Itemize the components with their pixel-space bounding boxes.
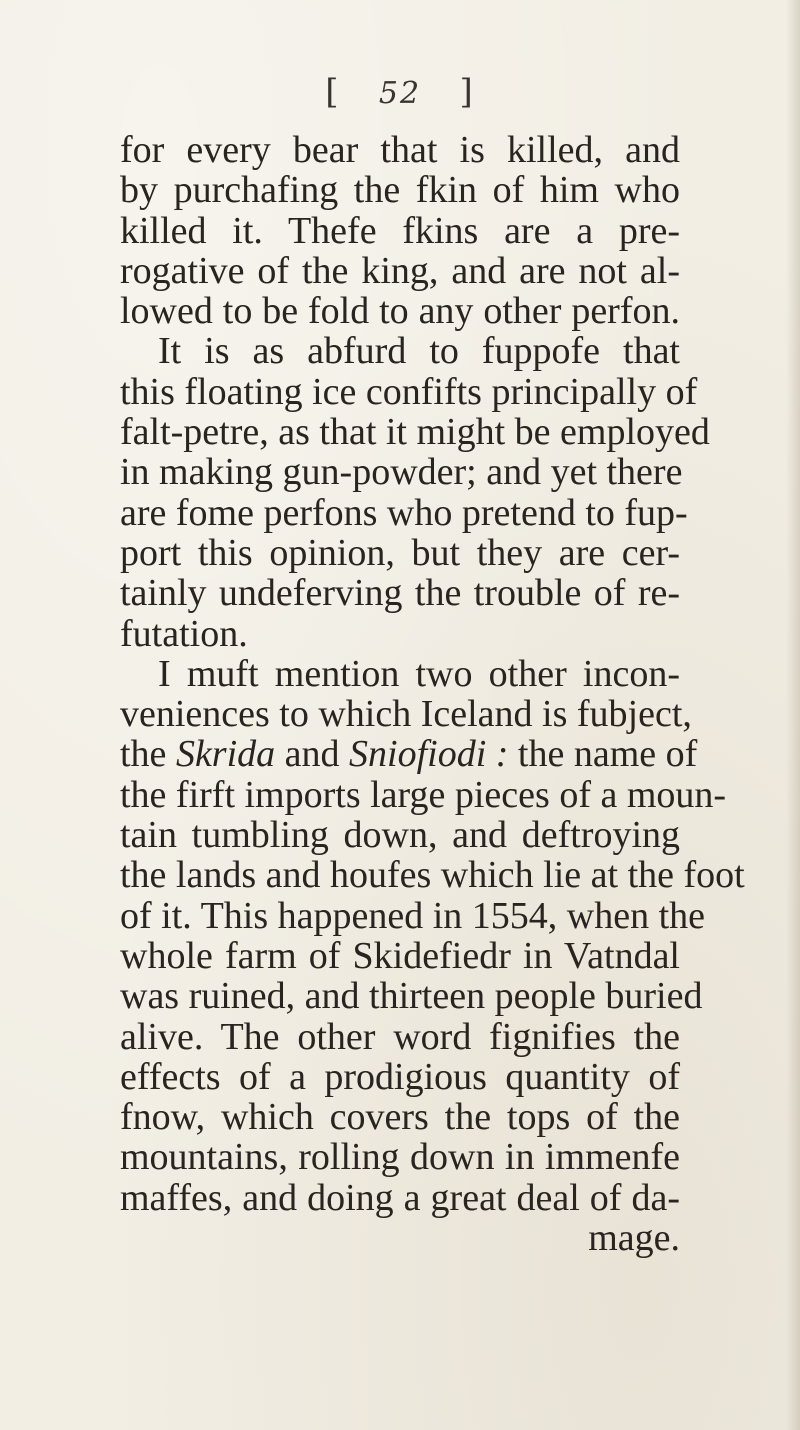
text-line: was ruined, and thirteen people buried bbox=[120, 975, 703, 1018]
text-line: fnow, which covers the tops of the bbox=[120, 1096, 680, 1139]
text-run: the bbox=[120, 733, 176, 776]
text-line: in making gun-powder; and yet there bbox=[120, 451, 683, 494]
text-line: the firft imports large pieces of a moun- bbox=[120, 773, 727, 816]
italic-term-sniofiodi: Sniofiodi : bbox=[349, 733, 509, 776]
text-line: port this opinion, but they are cer- bbox=[120, 531, 680, 574]
text-line: tain tumbling down, and deftroying bbox=[120, 814, 680, 857]
text-line: mountains, rolling down in immenfe bbox=[120, 1136, 680, 1179]
page-number-value: 52 bbox=[378, 76, 422, 111]
text-line: killed it. Thefe fkins are a pre- bbox=[120, 209, 680, 252]
text-line: for every bear that is killed, and bbox=[120, 129, 680, 171]
text-line: veniences to which Iceland is fubject, bbox=[120, 693, 692, 736]
text-run: and bbox=[275, 733, 350, 776]
text-line: maffes, and doing a great deal of da- bbox=[120, 1176, 680, 1219]
text-line: the lands and houfes which lie at the foot bbox=[120, 854, 745, 897]
text-line: whole farm of Skidefiedr in Vatndal bbox=[120, 934, 680, 977]
paragraph-start-line: It is as abfurd to fuppofe that bbox=[158, 330, 680, 373]
text-line-with-italics bbox=[120, 733, 698, 776]
text-line: rogative of the king, and are not al- bbox=[120, 249, 680, 292]
page-number-close-bracket: ] bbox=[459, 72, 475, 112]
text-line: futation. bbox=[120, 612, 248, 655]
paragraph-start-line: I muft mention two other incon- bbox=[158, 652, 680, 695]
page-number-open-bracket: [ bbox=[325, 72, 341, 112]
text-line: tainly undeferving the trouble of re- bbox=[120, 572, 680, 615]
page-edge-shadow bbox=[786, 0, 800, 1430]
body-text bbox=[120, 129, 745, 1260]
text-line: this floating ice confifts principally of bbox=[120, 370, 698, 413]
text-run: the name of bbox=[508, 733, 698, 776]
text-line: are fome perfons who pretend to fup- bbox=[120, 491, 688, 534]
text-line: lowed to be fold to any other perfon. bbox=[120, 290, 680, 333]
text-line: by purchafing the fkin of him who bbox=[120, 169, 680, 212]
text-line: alive. The other word fignifies the bbox=[120, 1015, 680, 1058]
text-line: of it. This happened in 1554, when the bbox=[120, 894, 706, 937]
text-line-final: mage. bbox=[588, 1217, 680, 1260]
text-line: falt-petre, as that it might be employed bbox=[120, 411, 710, 454]
italic-term-skrida: Skrida bbox=[175, 733, 276, 776]
page-number bbox=[0, 72, 800, 112]
text-line: effects of a prodigious quantity of bbox=[120, 1055, 680, 1098]
